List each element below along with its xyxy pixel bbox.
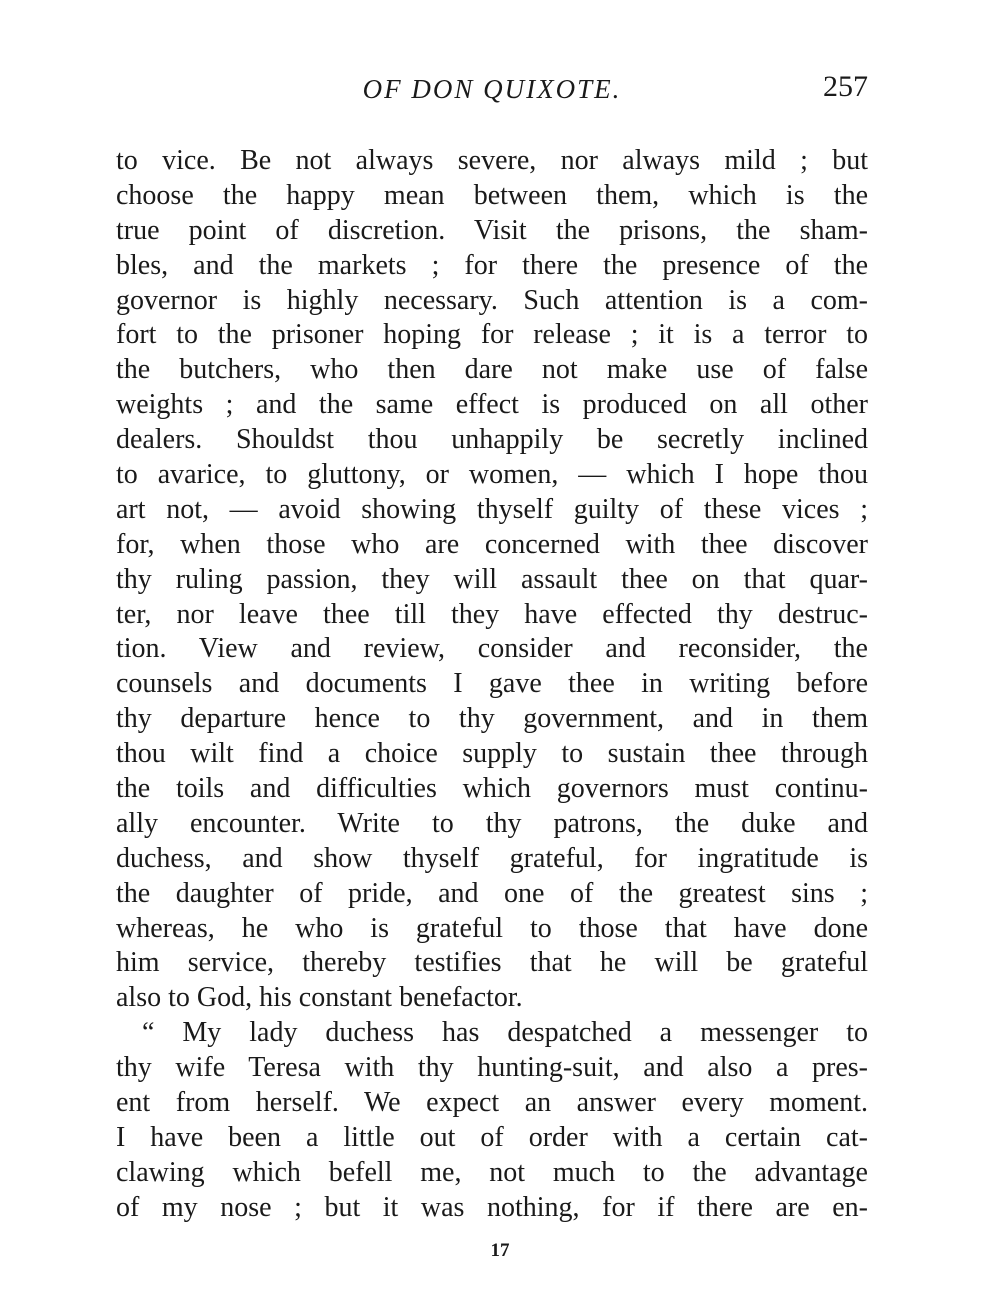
text-line: choose the happy mean between them, which is the	[116, 179, 868, 211]
text-line: true point of discretion. Visit the prisons, the sham-	[116, 214, 868, 246]
text-line: ally encounter. Write to thy patrons, the duke and	[116, 807, 868, 839]
text-line: clawing which befell me, not much to the advantage	[116, 1156, 868, 1188]
text-line: the toils and difficulties which governors must continu-	[116, 773, 868, 805]
text-line: him service, thereby testifies that he will be grateful	[116, 947, 868, 979]
text-line: “ My lady duchess has despatched a messenger to	[142, 1017, 868, 1049]
text-line: for, when those who are concerned with thee discover	[116, 528, 868, 560]
body-text	[116, 144, 868, 1226]
text-line: fort to the prisoner hoping for release ; it is a terror to	[116, 319, 868, 351]
text-line: counsels and documents I gave thee in writing before	[116, 668, 868, 700]
text-line: of my nose ; but it was nothing, for if there are en-	[116, 1191, 868, 1223]
text-line: the butchers, who then dare not make use of false	[116, 354, 868, 386]
text-line: I have been a little out of order with a certain cat-	[116, 1121, 868, 1153]
text-line: ter, nor leave thee till they have effected thy destruc-	[116, 598, 868, 630]
text-line: ent from herself. We expect an answer every moment.	[116, 1087, 868, 1119]
paragraph	[116, 1016, 868, 1225]
signature-mark: 17	[490, 1240, 510, 1261]
text-line: thou wilt find a choice supply to sustain thee through	[116, 738, 868, 770]
text-line: duchess, and show thyself grateful, for ingratitude is	[116, 842, 868, 874]
text-line: bles, and the markets ; for there the presence of the	[116, 249, 868, 281]
text-line: governor is highly necessary. Such attention is a com-	[116, 284, 868, 316]
text-line: to avarice, to gluttony, or women, — which I hope thou	[116, 459, 868, 491]
page-header	[116, 70, 868, 114]
page-number: 257	[823, 70, 868, 103]
text-line: whereas, he who is grateful to those that have done	[116, 912, 868, 944]
text-line: thy ruling passion, they will assault thee on that quar-	[116, 563, 868, 595]
text-line: thy wife Teresa with thy hunting-suit, and also a pres-	[116, 1052, 868, 1084]
running-title: OF DON QUIXOTE.	[362, 74, 622, 104]
text-line: weights ; and the same effect is produced on all other	[116, 389, 868, 421]
text-line: art not, — avoid showing thyself guilty of these vices ;	[116, 493, 868, 525]
text-line: tion. View and review, consider and reconsider, the	[116, 633, 868, 665]
paragraph	[116, 144, 868, 1016]
text-line: the daughter of pride, and one of the greatest sins ;	[116, 877, 868, 909]
text-line: thy departure hence to thy government, and in them	[116, 703, 868, 735]
text-line: also to God, his constant benefactor.	[116, 982, 523, 1014]
text-line: to vice. Be not always severe, nor always mild ; but	[116, 145, 868, 176]
text-line: dealers. Shouldst thou unhappily be secretly inclined	[116, 424, 868, 456]
